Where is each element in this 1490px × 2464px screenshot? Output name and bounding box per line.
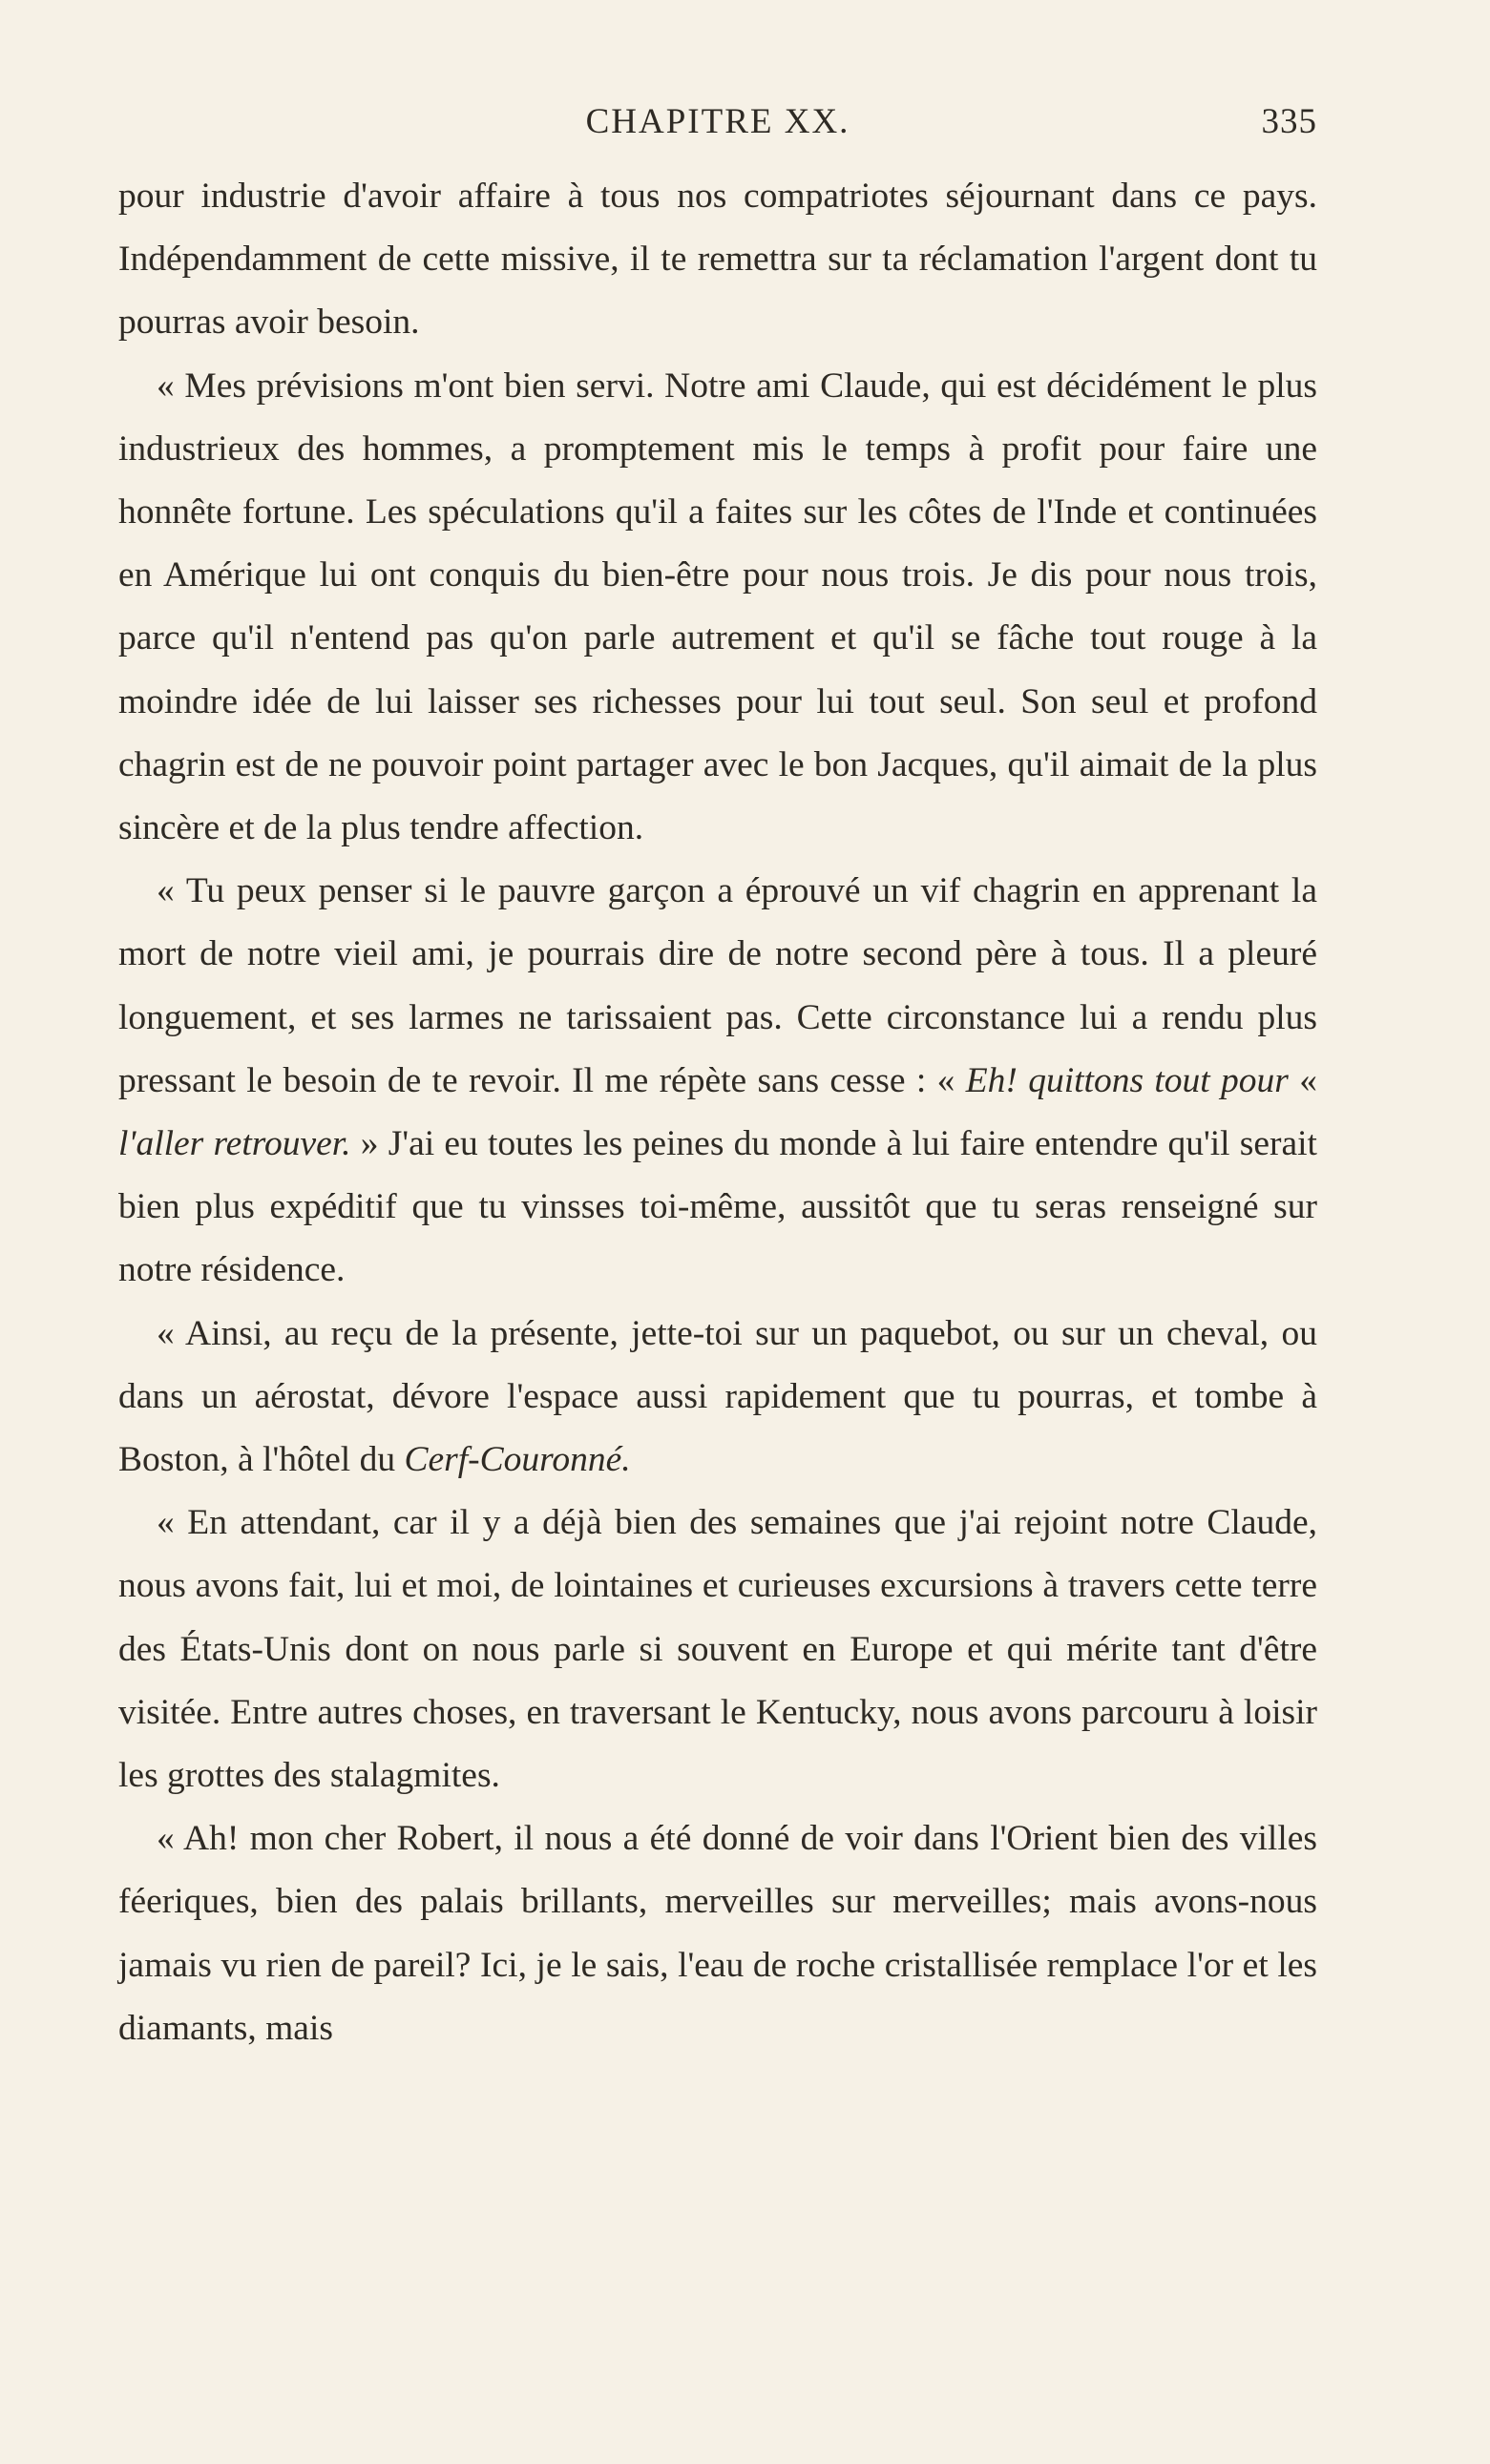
chapter-heading: CHAPITRE XX. <box>585 102 850 141</box>
text-segment: pour industrie d'avoir affaire à tous nos compatriotes séjournant dans ce pays. Indépendamment de cette missive, il te remettra sur ta réclamation l'argent dont tu pourras avoir besoin. <box>118 177 1317 343</box>
paragraph <box>118 860 1317 1302</box>
paragraph <box>118 1303 1317 1493</box>
text-segment: « Tu peux penser si le pauvre garçon a éprouvé un vif chagrin en apprenant la mort de notre vieil ami, je pourrais dire de notre second père à tous. Il a pleuré longuement, et ses larmes ne tarissaient pas. Cette circonstance lui a rendu plus pressant le besoin de te revoir. Il me répète sans cesse : « <box>118 871 1317 1100</box>
text-segment: » J'ai eu toutes les peines du monde à lui faire entendre qu'il serait bien plus expéditif que tu vinsses toi-même, aussitôt que tu seras renseigné sur notre résidence. <box>118 1124 1317 1290</box>
text-segment: « En attendant, car il y a déjà bien des semaines que j'ai rejoint notre Claude, nous avons fait, lui et moi, de lointaines et curieuses excursions à travers cette terre des États-Unis dont on nous parle si souvent en Europe et qui mérite tant d'être visitée. Entre autres choses, en traversant le Kentucky, nous avons parcouru à loisir les grottes des stalagmites. <box>118 1503 1317 1796</box>
italic-text: Eh! quittons tout pour <box>965 1060 1289 1100</box>
running-header <box>118 101 1317 149</box>
text-segment: « Ah! mon cher Robert, il nous a été donné de voir dans l'Orient bien des villes féeriques, bien des palais brillants, merveilles sur merveilles; mais avons-nous jamais vu rien de pareil? Ici, je le sais, l'eau de roche cristallisée remplace l'or et les diamants, mais <box>118 1819 1317 2048</box>
paragraph <box>118 1807 1317 2060</box>
text-segment: « Ainsi, au reçu de la présente, jette-toi sur un paquebot, ou sur un cheval, ou dans un aérostat, dévore l'espace aussi rapidement que tu pourras, et tombe à Boston, à l'hôtel du <box>118 1313 1317 1480</box>
page-number: 335 <box>1261 102 1317 141</box>
paragraph <box>118 355 1317 861</box>
text-segment: « Mes prévisions m'ont bien servi. Notre ami Claude, qui est décidément le plus industrieux des hommes, a promptement mis le temps à profit pour faire une honnête fortune. Les spéculations qu'il a faites sur les côtes de l'Inde et continuées en Amérique lui ont conquis du bien-être pour nous trois. Je dis pour nous trois, parce qu'il n'entend pas qu'on parle autrement et qu'il se fâche tout rouge à la moindre idée de lui laisser ses richesses pour lui tout seul. Son seul et profond chagrin est de ne pouvoir point partager avec le bon Jacques, qu'il aimait de la plus sincère et de la plus tendre affection. <box>118 365 1317 848</box>
italic-text: Cerf-Couronné. <box>404 1440 631 1480</box>
italic-text: l'aller retrouver. <box>118 1124 351 1164</box>
body-text <box>118 165 1317 2060</box>
text-segment: « <box>1288 1060 1317 1100</box>
paragraph <box>118 165 1317 355</box>
paragraph <box>118 1492 1317 1807</box>
